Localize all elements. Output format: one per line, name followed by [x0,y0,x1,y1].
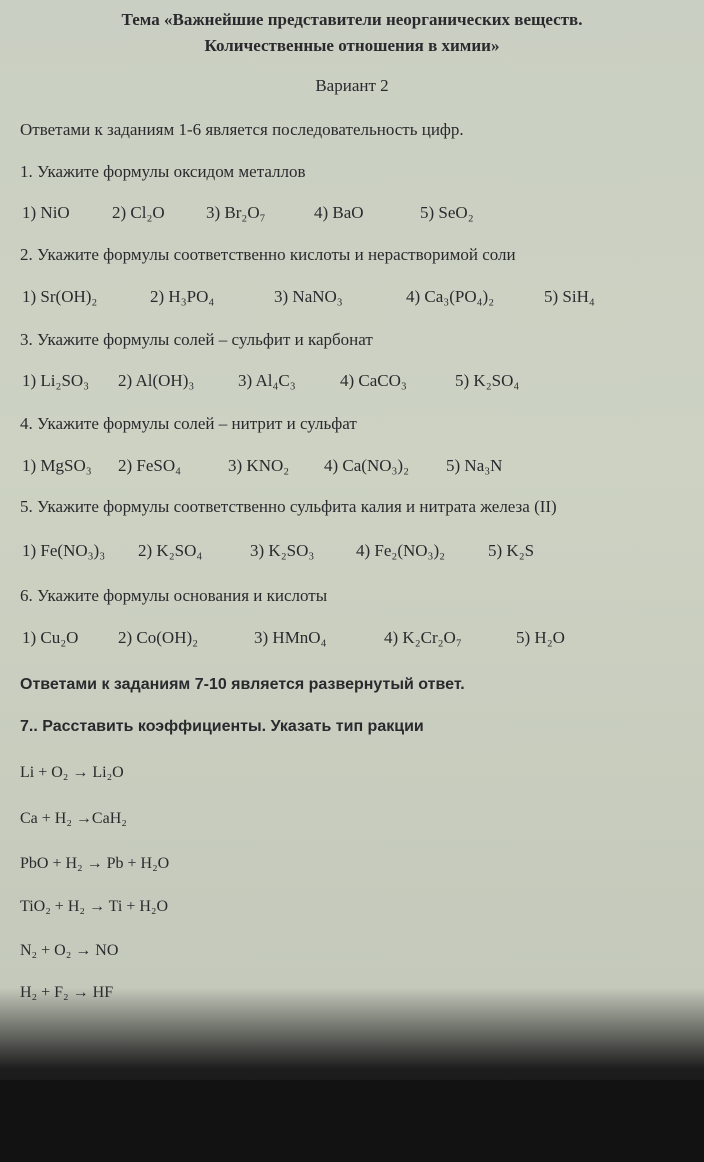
option: 4) K₂Cr₂O₇ [384,628,462,647]
question-2-text: 2. Укажите формулы соответственно кислоты и нерастворимой соли [20,245,516,264]
option: 3) NaNO₃ [274,287,343,306]
option: 4) BaO [314,203,364,222]
option: 1) Cu₂O [22,628,79,647]
equation: TiO₂ + H₂ → Ti + H₂O [20,898,169,915]
option: 5) Na₃N [446,456,503,475]
option: 3) K₂SO₃ [250,541,315,560]
question-4-options [0,456,704,480]
option: 3) KNO₂ [228,456,290,475]
option: 2) H₃PO₄ [150,287,215,306]
option: 1) Li₂SO₃ [22,371,90,390]
option: 5) K₂SO₄ [455,371,520,390]
option: 3) Al₄C₃ [238,371,296,390]
question-6-text: 6. Укажите формулы основания и кислоты [20,586,328,605]
option: 1) NiO [22,203,70,222]
option: 5) K₂S [488,541,535,560]
question-5-text: 5. Укажите формулы соответственно сульфита калия и нитрата железа (II) [20,497,557,516]
question-2-options [0,287,704,311]
title-line-1: Тема «Важнейшие представители неорганических веществ. [121,10,583,29]
option: 2) K₂SO₄ [138,541,203,560]
option: 2) Cl₂O [112,203,165,222]
question-1-options [0,203,704,227]
equation: N₂ + O₂ → NO [20,942,119,959]
option: 5) SiH₄ [544,287,595,306]
question-6-options [0,628,704,652]
option: 1) MgSO₃ [22,456,92,475]
option: 4) Ca₃(PO₄)₂ [406,287,495,306]
option: 1) Fe(NO₃)₃ [22,541,106,560]
variant-label: Вариант 2 [315,76,389,95]
option: 2) Co(OH)₂ [118,628,199,647]
equation: Li + O₂ → Li₂O [20,764,124,781]
equation: H₂ + F₂ → HF [20,984,114,1001]
option: 4) CaCO₃ [340,371,407,390]
option: 3) HMnO₄ [254,628,327,647]
task-7-text: 7.. Расставить коэффициенты. Указать тип ракции [20,718,424,735]
dark-background-edge [0,1080,704,1162]
title-line-2: Количественные отношения в химии» [204,36,500,55]
option: 2) Al(OH)₃ [118,371,195,390]
option: 5) SeO₂ [420,203,474,222]
instructions-part1: Ответами к заданиям 1-6 является последовательность цифр. [20,120,464,139]
option: 4) Fe₂(NO₃)₂ [356,541,446,560]
question-5-options [0,541,704,565]
question-3-text: 3. Укажите формулы солей – сульфит и карбонат [20,330,373,349]
equation: PbO + H₂ → Pb + H₂O [20,855,170,872]
option: 1) Sr(OH)₂ [22,287,98,306]
question-4-text: 4. Укажите формулы солей – нитрит и сульфат [20,414,357,433]
question-1-text: 1. Укажите формулы оксидом металлов [20,162,306,181]
question-3-options [0,371,704,395]
option: 5) H₂O [516,628,565,647]
option: 2) FeSO₄ [118,456,182,475]
option: 4) Ca(NO₃)₂ [324,456,410,475]
option: 3) Br₂O₇ [206,203,266,222]
equation: Ca + H₂ →CaH₂ [20,810,127,827]
instructions-part2: Ответами к заданиям 7-10 является развернутый ответ. [20,676,465,693]
